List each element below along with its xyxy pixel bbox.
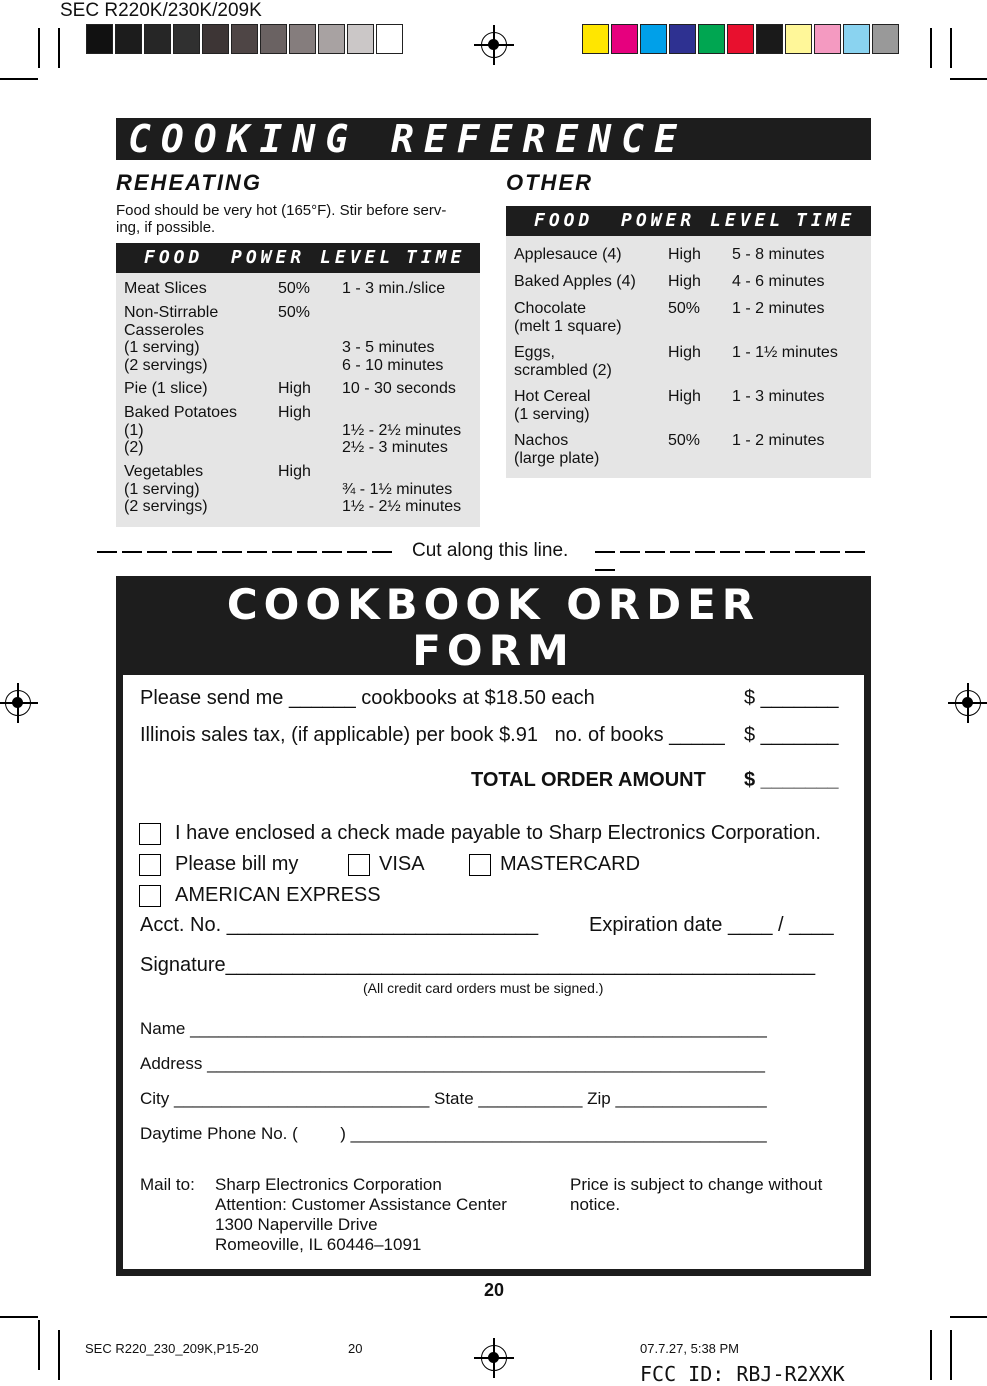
food-cell: Vegetables (1 serving) (2 servings)	[124, 463, 208, 515]
tax-amount[interactable]: $ _______	[744, 724, 839, 746]
mastercard-label: MASTERCARD	[500, 853, 641, 875]
visa-checkbox[interactable]	[348, 854, 370, 876]
power-level-cell: High	[668, 273, 701, 290]
food-cell: Chocolate (melt 1 square)	[514, 300, 622, 335]
time-cell: 5 - 8 minutes	[732, 246, 825, 263]
quantity-line[interactable]: Please send me ______ cookbooks at $18.50 each	[140, 687, 595, 709]
mail-to-label: Mail to:	[140, 1175, 195, 1194]
power-level-cell: High	[668, 388, 701, 405]
food-cell: Meat Slices	[124, 280, 207, 297]
check-enclosed-label: I have enclosed a check made payable to Sharp Electronics Corporation.	[175, 822, 821, 844]
color-swatch	[669, 24, 696, 54]
time-cell: 10 - 30 seconds	[342, 380, 456, 397]
other-table	[506, 206, 871, 478]
cooking-reference-banner: COOKING REFERENCE	[116, 118, 871, 160]
page-number: 20	[483, 1280, 505, 1300]
footer-timestamp: 07.7.27, 5:38 PM	[640, 1341, 740, 1356]
total-order-label: TOTAL ORDER AMOUNT	[471, 769, 706, 791]
bill-me-label: Please bill my	[175, 853, 299, 875]
column-power-level: POWER LEVEL	[621, 210, 785, 231]
subtotal-amount[interactable]: $ _______	[744, 687, 839, 709]
column-food: FOOD	[144, 247, 204, 268]
column-time: TIME	[406, 247, 466, 268]
color-swatch	[872, 24, 899, 54]
price-note: Price is subject to change without notice.	[570, 1175, 823, 1214]
expiration-date-field[interactable]: Expiration date ____ / ____	[589, 914, 834, 936]
american-express-label: AMERICAN EXPRESS	[175, 884, 381, 906]
gray-swatch	[173, 24, 200, 54]
gray-swatch	[289, 24, 316, 54]
gray-swatch	[376, 24, 403, 54]
check-enclosed-checkbox[interactable]	[139, 823, 161, 845]
column-power-level: POWER LEVEL	[231, 247, 395, 268]
column-time: TIME	[796, 210, 856, 231]
city-state-zip-field[interactable]: City ___________________________ State ___________ Zip ________________	[140, 1089, 767, 1108]
other-heading: OTHER	[506, 170, 593, 195]
power-level-cell: High	[278, 380, 311, 397]
document-code: SEC R220K/230K/209K	[60, 0, 262, 21]
daytime-phone-field[interactable]: Daytime Phone No. ( ) ____________________________________________	[140, 1124, 767, 1143]
gray-swatch	[144, 24, 171, 54]
reheating-note: Food should be very hot (165°F). Stir before serv- ing, if possible.	[116, 202, 447, 236]
gray-swatch	[260, 24, 287, 54]
fcc-id: FCC ID: RBJ-R2XXK	[640, 1362, 845, 1386]
time-cell: 3 - 5 minutes 6 - 10 minutes	[342, 339, 444, 374]
cut-line-label: Cut along this line.	[412, 540, 569, 561]
food-cell: Hot Cereal (1 serving)	[514, 388, 591, 423]
footer-filename: SEC R220_230_209K,P15-20	[85, 1341, 259, 1356]
gray-swatch	[202, 24, 229, 54]
bill-me-checkbox[interactable]	[139, 854, 161, 876]
food-cell: Pie (1 slice)	[124, 380, 208, 397]
time-cell: 1 - 3 min./slice	[342, 280, 446, 297]
gray-swatch	[347, 24, 374, 54]
color-swatch	[727, 24, 754, 54]
food-cell: Eggs, scrambled (2)	[514, 344, 612, 379]
mastercard-checkbox[interactable]	[469, 854, 491, 876]
reheating-table	[116, 243, 480, 527]
time-cell: 1 - 2 minutes	[732, 432, 825, 449]
american-express-checkbox[interactable]	[139, 885, 161, 907]
order-form-title: COOKBOOK ORDER FORM	[226, 580, 761, 675]
color-swatch	[698, 24, 725, 54]
reheating-table-header	[116, 243, 480, 273]
food-cell: Non-Stirrable Casseroles (1 serving) (2 servings)	[124, 304, 219, 374]
power-level-cell: High	[668, 344, 701, 361]
food-cell: Applesauce (4)	[514, 246, 622, 263]
food-cell: Baked Apples (4)	[514, 273, 636, 290]
sales-tax-line[interactable]: Illinois sales tax, (if applicable) per book $.91 no. of books _____	[140, 724, 725, 746]
power-level-cell: 50%	[668, 300, 701, 317]
color-swatch	[611, 24, 638, 54]
other-table-header	[506, 206, 871, 236]
registration-mark-icon	[5, 690, 31, 716]
reheating-heading: REHEATING	[116, 170, 262, 195]
signature-note: (All credit card orders must be signed.)	[363, 980, 604, 996]
column-food: FOOD	[534, 210, 594, 231]
time-cell: 4 - 6 minutes	[732, 273, 825, 290]
gray-swatch	[86, 24, 113, 54]
power-level-cell: High	[278, 404, 311, 421]
power-level-cell: High	[278, 463, 311, 480]
dashed-line-left	[97, 551, 397, 553]
time-cell: ¾ - 1½ minutes 1½ - 2½ minutes	[342, 480, 462, 515]
color-swatch	[785, 24, 812, 54]
cut-line	[97, 540, 890, 564]
power-level-cell: 50%	[668, 432, 701, 449]
color-swatch	[843, 24, 870, 54]
time-cell: 1½ - 2½ minutes 2½ - 3 minutes	[342, 421, 462, 456]
power-level-cell: High	[668, 246, 701, 263]
name-field[interactable]: Name _____________________________________________________________	[140, 1019, 767, 1038]
footer-page: 20	[348, 1341, 363, 1356]
power-level-cell: 50%	[278, 304, 311, 321]
color-swatch	[640, 24, 667, 54]
color-swatch	[582, 24, 609, 54]
time-cell: 1 - 2 minutes	[732, 300, 825, 317]
account-number-field[interactable]: Acct. No. ____________________________	[140, 914, 539, 936]
registration-mark-icon	[481, 32, 507, 58]
color-swatch	[814, 24, 841, 54]
visa-label: VISA	[379, 853, 425, 875]
power-level-cell: 50%	[278, 280, 311, 297]
mailing-address: Sharp Electronics Corporation Attention: Customer Assistance Center 1300 Naperville Drive Romeoville, IL 60446–1091	[215, 1175, 507, 1254]
address-field[interactable]: Address ___________________________________________________________	[140, 1054, 765, 1073]
time-cell: 1 - 1½ minutes	[732, 344, 838, 361]
color-swatch	[756, 24, 783, 54]
registration-mark-icon	[481, 1345, 507, 1371]
total-order-amount[interactable]: $ _______	[744, 769, 839, 791]
food-cell: Nachos (large plate)	[514, 432, 600, 467]
food-cell: Baked Potatoes (1) (2)	[124, 404, 237, 456]
signature-field[interactable]: Signature_____________________________________________________	[140, 954, 816, 976]
gray-swatch	[318, 24, 345, 54]
time-cell: 1 - 3 minutes	[732, 388, 825, 405]
gray-swatch	[231, 24, 258, 54]
gray-swatch	[115, 24, 142, 54]
dashed-line-right	[595, 551, 890, 553]
registration-mark-icon	[955, 690, 981, 716]
